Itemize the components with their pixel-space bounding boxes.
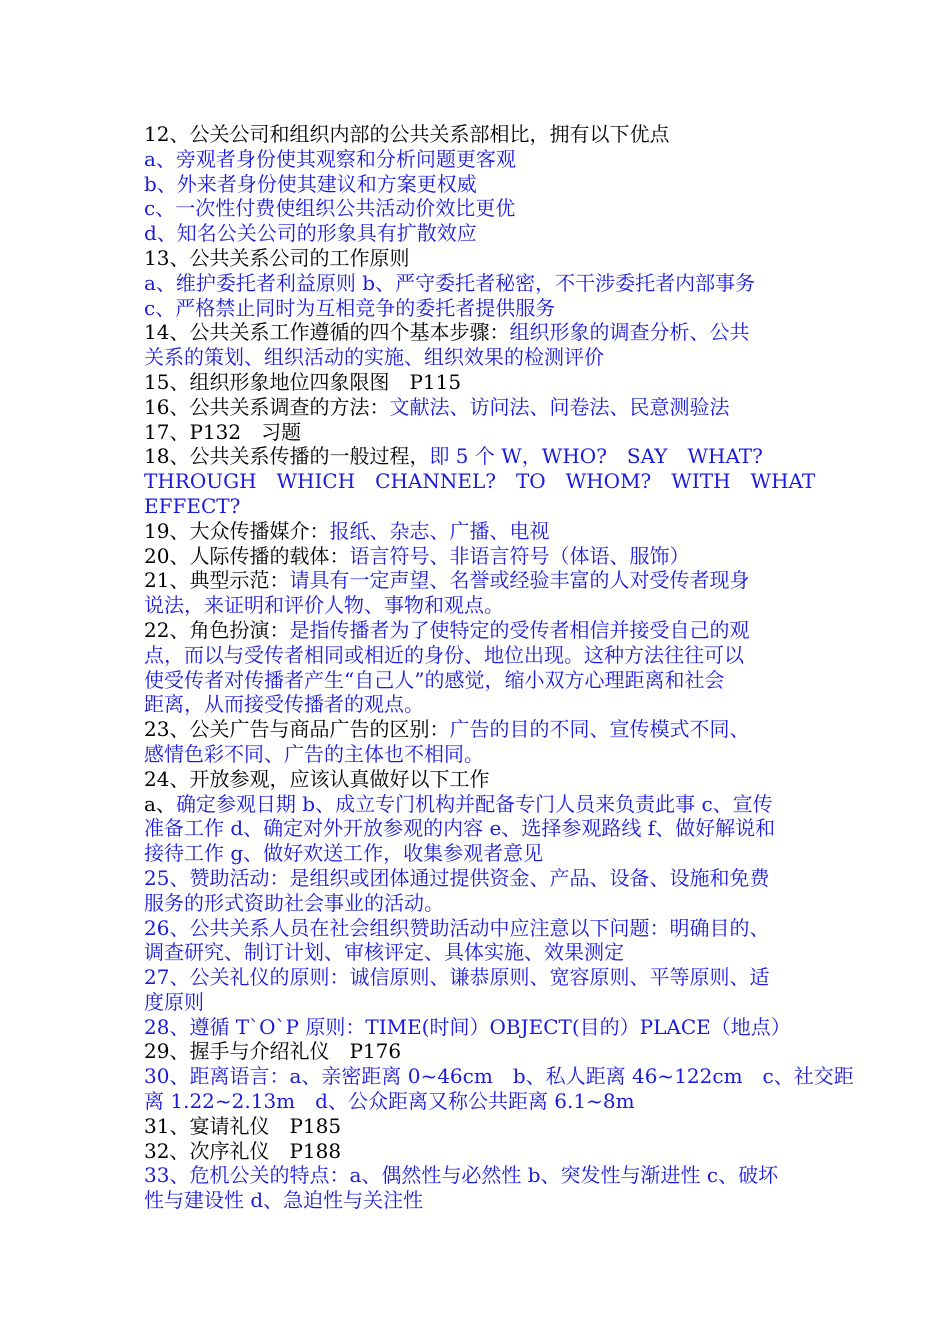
text-line: [144, 544, 824, 569]
text-line: [144, 296, 824, 321]
blue-text: 请具有一定声望、名誉或经验丰富的人对受传者现身: [289, 568, 750, 593]
text-line: [144, 1188, 824, 1213]
blue-text: c、严格禁止同时为互相竞争的委托者提供服务: [144, 295, 556, 320]
blue-text: 30、距离语言：a、亲密距离 0~46cm b、私人距离 46~122cm c、社交距: [144, 1064, 854, 1089]
text-line: [144, 692, 824, 717]
blue-text: c、一次性付费使组织公共活动价效比更优: [144, 196, 516, 221]
text-line: [144, 147, 824, 172]
blue-text: 距离，从而接受传播者的观点。: [144, 692, 424, 717]
blue-text: 即 5 个 W，WHO? SAY WHAT?: [429, 444, 763, 469]
blue-text: 33、危机公关的特点：a、偶然性与必然性 b、突发性与渐进性 c、破坏: [144, 1163, 779, 1188]
blue-text: 语言符号、非语言符号（体语、服饰）: [349, 543, 690, 568]
text-line: [144, 1089, 824, 1114]
text-line: [144, 469, 824, 494]
blue-text: 感情色彩不同、广告的主体也不相同。: [144, 741, 484, 766]
blue-text: 广告的目的不同、宣传模式不同、: [449, 717, 750, 742]
blue-text: 接待工作 g、做好欢送工作，收集参观者意见: [144, 841, 544, 866]
blue-text: THROUGH WHICH CHANNEL? TO WHOM? WITH WHAT: [144, 469, 816, 494]
text-line: [144, 891, 824, 916]
blue-text: 准备工作 d、确定对外开放参观的内容 e、选择参观路线 f、做好解说和: [144, 816, 776, 841]
black-text: 19、大众传播媒介：: [144, 518, 330, 543]
document-page: [144, 122, 854, 1213]
text-line: [144, 568, 824, 593]
black-text: 14、公共关系工作遵循的四个基本步骤：: [144, 320, 510, 345]
blue-text: 调查研究、制订计划、审核评定、具体实施、效果测定: [144, 940, 624, 965]
blue-text: 离 1.22~2.13m d、公众距离又称公共距离 6.1~8m: [144, 1089, 635, 1114]
text-line: [144, 717, 824, 742]
text-line: [144, 643, 824, 668]
text-line: [144, 196, 824, 221]
blue-text: 28、遵循 T`O`P 原则：TIME(时间）OBJECT(目的）PLACE（地点）: [144, 1014, 791, 1039]
text-line: [144, 1114, 824, 1139]
black-text: 32、次序礼仪 P188: [144, 1138, 342, 1163]
text-line: [144, 965, 824, 990]
black-text: 29、握手与介绍礼仪 P176: [144, 1039, 402, 1064]
blue-text: 25、赞助活动：是组织或团体通过提供资金、产品、设备、设施和免费: [144, 865, 770, 890]
blue-text: 关系的策划、组织活动的实施、组织效果的检测评价: [144, 345, 604, 370]
text-line: [144, 1039, 824, 1064]
text-line: [144, 816, 824, 841]
text-line: [144, 1163, 824, 1188]
text-line: [144, 122, 824, 147]
blue-text: 26、公共关系人员在社会组织赞助活动中应注意以下问题：明确目的、: [144, 915, 770, 940]
blue-text: 度原则: [144, 989, 204, 1014]
text-line: [144, 345, 824, 370]
black-text: 24、开放参观，应该认真做好以下工作: [144, 766, 490, 791]
black-text: 12、公关公司和组织内部的公共关系部相比，拥有以下优点: [144, 122, 670, 146]
blue-text: 文献法、访问法、问卷法、民意测验法: [389, 394, 730, 419]
blue-text: d、知名公关公司的形象具有扩散效应: [144, 221, 477, 246]
text-line: [144, 990, 824, 1015]
text-line: [144, 866, 824, 891]
text-line: [144, 1064, 854, 1089]
text-line: [144, 221, 824, 246]
blue-text: 报纸、杂志、广播、电视: [329, 518, 550, 543]
blue-text: 点，而以与受传者相同或相近的身份、地位出现。这种方法往往可以: [144, 642, 744, 667]
blue-text: b、外来者身份使其建议和方案更权威: [144, 171, 477, 196]
text-line: [144, 792, 824, 817]
text-line: [144, 940, 824, 965]
blue-text: 使受传者对传播者产生“自己人”的感觉，缩小双方心理距离和社会: [144, 667, 725, 692]
black-text: 13、公共关系公司的工作原则: [144, 245, 410, 270]
text-line: [144, 246, 824, 271]
blue-text: 性与建设性 d、急迫性与关注性: [144, 1188, 424, 1213]
text-line: [144, 593, 824, 618]
blue-text: 是指传播者为了使特定的受传者相信并接受自己的观: [289, 617, 750, 642]
black-text: 21、典型示范：: [144, 568, 290, 593]
text-line: [144, 172, 824, 197]
text-line: [144, 271, 824, 296]
text-line: [144, 494, 824, 519]
text-line: [144, 668, 824, 693]
text-line: [144, 395, 824, 420]
text-line: [144, 742, 824, 767]
text-line: [144, 519, 824, 544]
blue-text: 组织形象的调查分析、公共: [509, 320, 750, 345]
black-text: 23、公关广告与商品广告的区别：: [144, 717, 450, 742]
text-line: [144, 1139, 824, 1164]
black-text: a、: [144, 791, 176, 816]
black-text: 31、宴请礼仪 P185: [144, 1113, 342, 1138]
blue-text: 27、公关礼仪的原则：诚信原则、谦恭原则、宽容原则、平等原则、适: [144, 965, 770, 990]
blue-text: 服务的形式资助社会事业的活动。: [144, 890, 444, 915]
text-line: [144, 444, 824, 469]
text-line: [144, 916, 824, 941]
black-text: 17、P132 习题: [144, 419, 302, 444]
black-text: 18、公共关系传播的一般过程，: [144, 444, 430, 469]
blue-text: 说法，来证明和评价人物、事物和观点。: [144, 593, 504, 618]
text-line: [144, 841, 824, 866]
text-line: [144, 1015, 824, 1040]
blue-text: a、旁观者身份使其观察和分析问题更客观: [144, 146, 516, 171]
black-text: 15、组织形象地位四象限图 P115: [144, 369, 462, 394]
text-line: [144, 767, 824, 792]
text-line: [144, 370, 824, 395]
black-text: 20、人际传播的载体：: [144, 543, 350, 568]
blue-text: a、维护委托者利益原则 b、严守委托者秘密，不干涉委托者内部事务: [144, 270, 756, 295]
black-text: 16、公共关系调查的方法：: [144, 394, 390, 419]
blue-text: 确定参观日期 b、成立专门机构并配备专门人员来负责此事 c、宣传: [175, 791, 773, 816]
text-line: [144, 618, 824, 643]
blue-text: EFFECT?: [144, 493, 241, 518]
black-text: 22、角色扮演：: [144, 617, 290, 642]
text-line: [144, 320, 824, 345]
text-line: [144, 420, 824, 445]
